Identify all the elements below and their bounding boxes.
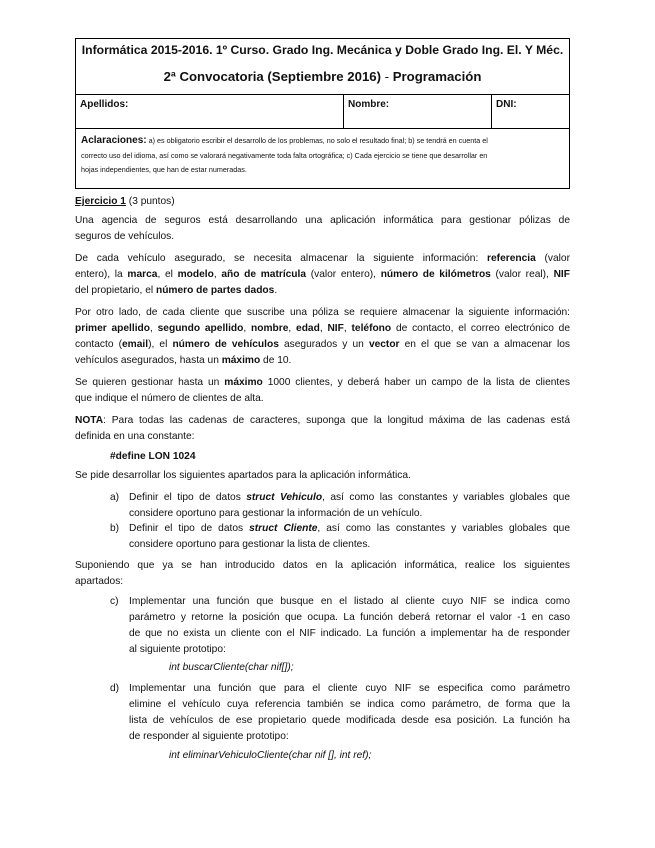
item-b-line-2: considere oportuno para gestionar la lista de clientes. <box>129 539 371 550</box>
p6-line: Se pide desarrollar los siguientes apartados para la aplicación informática. <box>75 470 411 481</box>
exercise-points: (3 puntos) <box>125 196 175 207</box>
text: asegurados y un <box>278 339 369 350</box>
p5-line-1 <box>75 415 570 426</box>
p3-line-4 <box>75 355 291 366</box>
item-a-line-2: considere oportuno para gestionar la información de un vehículo. <box>129 508 423 519</box>
prototype-eliminar-vehiculo: int eliminarVehiculoCliente(char nif [], int ref); <box>169 750 372 761</box>
divider-middle <box>76 128 569 129</box>
text: , así como las constantes y variables globales que <box>317 523 570 534</box>
subtitle-separator: - <box>381 69 393 84</box>
exercise-heading <box>75 196 175 207</box>
text: de 10. <box>260 355 292 366</box>
p4-line-2: que indique el número de clientes de alta. <box>75 393 264 404</box>
text-bold: marca <box>127 269 158 280</box>
item-c-letter: c) <box>110 596 119 607</box>
text: vehículos asegurados, hasta un <box>75 355 222 366</box>
item-a-line-1 <box>129 492 570 503</box>
text: entero), la <box>75 269 128 280</box>
define-constant: #define LON 1024 <box>110 451 196 462</box>
aclaraciones-line-3: hojas independientes, que han de estar numeradas. <box>81 165 247 174</box>
apellidos-field: Apellidos: <box>80 99 129 110</box>
text-bold-italic: struct Cliente <box>249 523 318 534</box>
text: , el <box>157 269 178 280</box>
text: , <box>243 323 252 334</box>
p4-line-1 <box>75 377 570 388</box>
text: de contacto, el correo electrónico de <box>391 323 571 334</box>
text: , <box>150 323 158 334</box>
text-bold: primer apellido <box>75 323 150 334</box>
text: Se quieren gestionar hasta un <box>75 377 225 388</box>
text-bold: número de partes dados <box>155 285 275 296</box>
item-a-letter: a) <box>110 492 120 503</box>
item-c-line-1: Implementar una función que busque en el listado al cliente cuyo NIF se indica como <box>129 596 570 607</box>
text: (valor entero), <box>306 269 381 280</box>
text-bold: edad <box>296 323 320 334</box>
text: ), el <box>148 339 173 350</box>
item-c-line-2: parámetro y retorne la posición que ocupa. La función deberá retornar el valor -1 en caso <box>129 612 570 623</box>
dni-field: DNI: <box>496 99 517 110</box>
text: (valor real), <box>490 269 554 280</box>
text: (valor <box>535 253 570 264</box>
p7-line-1: Suponiendo que ya se han introducido datos en la aplicación informática, realice los siguientes <box>75 560 570 571</box>
p3-line-2 <box>75 323 570 334</box>
subject-name: Programación <box>392 69 482 84</box>
nombre-field: Nombre: <box>348 99 390 110</box>
p3-line-3 <box>75 339 570 350</box>
p1-line-1: Una agencia de seguros está desarrollando una aplicación informática para gestionar pólizas de <box>75 215 570 226</box>
text-bold: NOTA <box>75 415 104 426</box>
text: Definir el tipo de datos <box>129 523 250 534</box>
item-b-letter: b) <box>110 523 120 534</box>
text-bold: vector <box>368 339 400 350</box>
text-bold: número de kilómetros <box>380 269 491 280</box>
aclaraciones-line-1: a) es obligatorio escribir el desarrollo de los problemas, no solo el resultado final; b) se tendrá en cuenta el <box>146 136 488 145</box>
text-bold: referencia <box>487 253 536 264</box>
text: Definir el tipo de datos <box>129 492 247 503</box>
p2-line-1 <box>75 253 570 264</box>
text-bold: modelo <box>177 269 214 280</box>
exam-session: 2ª Convocatoria (Septiembre 2016) <box>163 69 381 84</box>
text-bold: máximo <box>224 377 263 388</box>
p7-line-2: apartados: <box>75 576 124 587</box>
prototype-buscar-cliente: int buscarCliente(char nif[]); <box>169 662 294 673</box>
exercise-title: Ejercicio 1 <box>75 196 126 207</box>
item-d-line-4: de responder al siguiente prototipo: <box>129 731 289 742</box>
p2-line-2 <box>75 269 570 280</box>
text-bold: máximo <box>221 355 261 366</box>
text: 1000 clientes, y deberá haber un campo de la lista de clientes <box>262 377 570 388</box>
divider-top <box>76 94 569 95</box>
p5-line-2: definida en una constante: <box>75 431 195 442</box>
p3-line-1: Por otro lado, de cada cliente que suscribe una póliza se requiere almacenar la siguiente información: <box>75 307 570 318</box>
text: , <box>343 323 352 334</box>
text-bold-italic: struct Vehiculo <box>246 492 323 503</box>
item-b-line-1 <box>129 523 570 534</box>
text: , así como las constantes y variables globales que <box>322 492 570 503</box>
text-bold: teléfono <box>351 323 392 334</box>
text-bold: segundo apellido <box>157 323 244 334</box>
item-c-line-3: de que no exista un cliente con el NIF indicado. La función a implementar ha de responder <box>129 628 570 639</box>
item-d-line-3: lista de vehículos de ese propietario quede modificada desde esa posición. La función ha <box>129 715 570 726</box>
divider-v2 <box>491 94 492 128</box>
text: , <box>213 269 222 280</box>
aclaraciones <box>81 134 566 178</box>
item-d-letter: d) <box>110 683 120 694</box>
p1-line-2: seguros de vehículos. <box>75 231 175 242</box>
text: : Para todas las cadenas de caracteres, suponga que la longitud máxima de las cadenas está <box>103 415 570 426</box>
course-title: Informática 2015-2016. 1º Curso. Grado Ing. Mecánica y Doble Grado Ing. El. Y Méc. <box>81 43 564 57</box>
text: contacto ( <box>75 339 123 350</box>
item-d-line-2: elimine el vehículo cuya referencia también se indica como parámetro, de forma que la <box>129 699 570 710</box>
p2-line-3 <box>75 285 277 296</box>
text: en el que se van a almacenar los <box>399 339 570 350</box>
item-d-line-1: Implementar una función que para el cliente cuyo NIF se especifica como parámetro <box>129 683 570 694</box>
text: del propietario, el <box>75 285 156 296</box>
text-bold: año de matrícula <box>221 269 307 280</box>
text-bold: nombre <box>251 323 289 334</box>
item-c-line-4: al siguiente prototipo: <box>129 644 226 655</box>
text: , <box>319 323 328 334</box>
text: . <box>274 285 278 296</box>
text-bold: NIF <box>553 269 570 280</box>
text-bold: número de vehículos <box>172 339 279 350</box>
exam-subtitle <box>76 69 569 84</box>
aclaraciones-line-2: correcto uso del idioma, así como se valorará negativamente toda falta ortográfica; c) Cada ejercicio se tiene que desarrollar en <box>81 150 488 160</box>
text-bold: email <box>122 339 149 350</box>
aclaraciones-label: Aclaraciones: <box>81 135 147 146</box>
text: De cada vehículo asegurado, se necesita almacenar la siguiente información: <box>75 253 488 264</box>
text: , <box>288 323 297 334</box>
text-bold: NIF <box>327 323 344 334</box>
header-box <box>75 38 570 189</box>
divider-v1 <box>343 94 344 128</box>
